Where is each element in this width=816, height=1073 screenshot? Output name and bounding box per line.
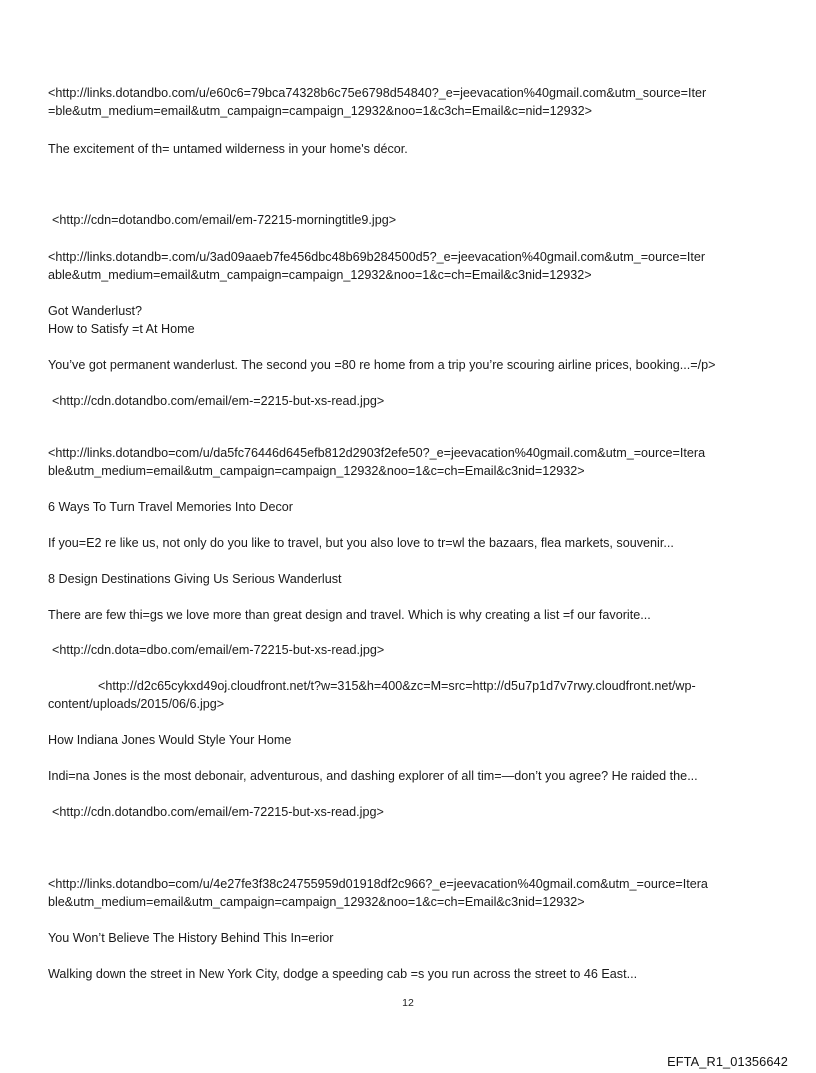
heading-line: 8 Design Destinations Giving Us Serious Wanderlust xyxy=(48,572,342,586)
body-text-line: You’ve got permanent wanderlust. The second you =80 re home from a trip you’re scouring airline prices, booking...=/p> xyxy=(48,358,716,372)
link-url-line: able&utm_medium=email&utm_campaign=campaign_12932&noo=1&c=ch=Email&c3nid=12932> xyxy=(48,268,592,282)
image-url-line: <http://cdn.dota=dbo.com/email/em-72215-but-xs-read.jpg> xyxy=(52,643,385,657)
heading-line: 6 Ways To Turn Travel Memories Into Decor xyxy=(48,500,293,514)
link-url-line: <http://links.dotandbo.com/u/e60c6=79bca74328b6c75e6798d54840?_e=jeevacation%40gmail.com&utm_source=Iter xyxy=(48,86,707,100)
link-url-line: ble&utm_medium=email&utm_campaign=campaign_12932&noo=1&c=ch=Email&c3nid=12932> xyxy=(48,464,585,478)
image-url-line: <http://cdn=dotandbo.com/email/em-72215-morningtitle9.jpg> xyxy=(52,213,397,227)
heading-line: You Won’t Believe The History Behind This In=erior xyxy=(48,931,334,945)
body-text-line: Indi=na Jones is the most debonair, adventurous, and dashing explorer of all tim=—don’t you agree? He raided the... xyxy=(48,769,698,783)
link-url-line: =ble&utm_medium=email&utm_campaign=campaign_12932&noo=1&c3ch=Email&c=nid=12932> xyxy=(48,104,592,118)
link-url-line: <http://links.dotandbo=com/u/4e27fe3f38c24755959d01918df2c966?_e=jeevacation%40gmail.com&utm_=ource=Itera xyxy=(48,877,708,891)
body-text-line: If you=E2 re like us, not only do you like to travel, but you also love to tr=wl the bazaars, flea markets, souvenir... xyxy=(48,536,674,550)
link-url-line: ble&utm_medium=email&utm_campaign=campaign_12932&noo=1&c=ch=Email&c3nid=12932> xyxy=(48,895,585,909)
body-text-line: Walking down the street in New York City, dodge a speeding cab =s you run across the street to 46 East... xyxy=(48,967,638,981)
body-text-line: The excitement of th= untamed wilderness in your home's décor. xyxy=(48,142,408,156)
heading-line: How Indiana Jones Would Style Your Home xyxy=(48,733,292,747)
image-url-line: <http://d2c65cykxd49oj.cloudfront.net/t?w=315&h=400&zc=M=src=http://d5u7p1d7v7rwy.cloudfront.net/wp- xyxy=(98,679,696,693)
heading-line: How to Satisfy =t At Home xyxy=(48,322,195,336)
heading-line: Got Wanderlust? xyxy=(48,304,143,318)
body-text-line: There are few thi=gs we love more than great design and travel. Which is why creating a list =f our favorite... xyxy=(48,608,651,622)
page-number: 12 xyxy=(402,997,414,1009)
link-url-line: <http://links.dotandbo=com/u/da5fc76446d645efb812d2903f2efe50?_e=jeevacation%40gmail.com&utm_=ource=Itera xyxy=(48,446,706,460)
image-url-line: content/uploads/2015/06/6.jpg> xyxy=(48,697,225,711)
link-url-line: <http://links.dotandb=.com/u/3ad09aaeb7fe456dbc48b69b284500d5?_e=jeevacation%40gmail.com&utm_=ource=Iter xyxy=(48,250,706,264)
image-url-line: <http://cdn.dotandbo.com/email/em-72215-but-xs-read.jpg> xyxy=(52,805,384,819)
bates-number: EFTA_R1_01356642 xyxy=(667,1054,788,1069)
image-url-line: <http://cdn.dotandbo.com/email/em-=2215-but-xs-read.jpg> xyxy=(52,394,385,408)
